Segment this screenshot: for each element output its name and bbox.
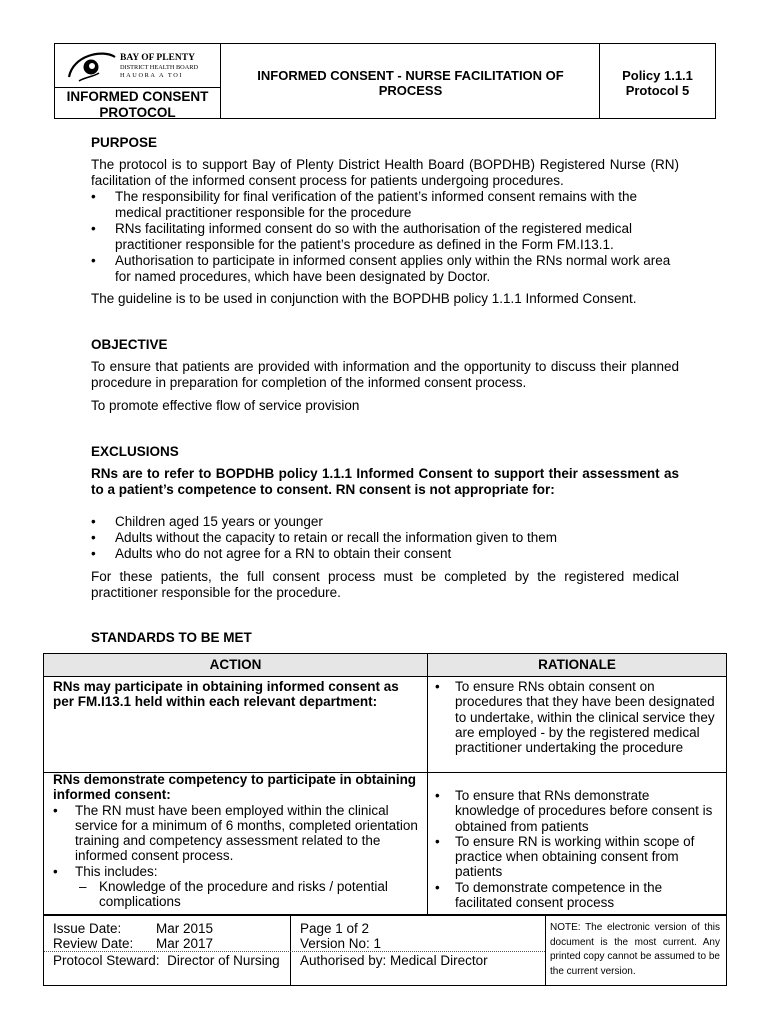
purpose-bullets	[91, 189, 679, 285]
list-item: • To ensure that RNs demonstrate knowledge of procedures before consent is obtained from patients	[435, 788, 713, 834]
list-item: • Authorisation to participate in informed consent applies only within the RNs normal work area for named procedures, which have been designated by Doctor.	[91, 253, 671, 284]
standards-table	[43, 653, 727, 915]
list-item: • Adults who do not agree for a RN to obtain their consent	[91, 546, 452, 561]
list-item: • To ensure RN is working within scope of practice when obtaining consent from patients	[435, 833, 695, 880]
issue-date-value: Mar 2015	[156, 921, 214, 936]
bopdhb-logo	[63, 47, 213, 87]
purpose-heading: PURPOSE	[91, 135, 158, 150]
header-logo-cell	[55, 44, 221, 118]
row2-rationale	[433, 788, 717, 910]
electronic-version-note: NOTE: The electronic version of this document is the most current. Any printed copy cannot be assumed to be the current version.	[550, 922, 720, 977]
standards-heading: STANDARDS TO BE MET	[91, 630, 252, 645]
row2-action: RNs demonstrate competency to participate in obtaining informed consent: • The RN must have been employed within the clinical service for a minimum of 6 months, completed orientation training and competency assessment related to the informed consent process. • This includes: – Knowledge of the procedure and risks / potential complications	[53, 772, 421, 910]
exclusions-closing: For these patients, the full consent process must be completed by the registered medical practitioner responsible for the procedure.	[91, 569, 679, 600]
row1-rationale	[433, 679, 717, 755]
version-number: Version No: 1	[300, 936, 382, 951]
objective-para-1: To ensure that patients are provided with information and the opportunity to discuss their planned procedure in preparation for completion of the informed consent process.	[91, 359, 679, 390]
logo-line1: BAY OF PLENTY	[120, 53, 195, 63]
list-item: • Children aged 15 years or younger	[91, 514, 323, 529]
authorised-by: Authorised by: Medical Director	[300, 953, 488, 968]
review-date-label: Review Date:	[53, 936, 134, 951]
exclusions-bullets	[91, 514, 679, 562]
list-item: • This includes:	[53, 863, 158, 879]
list-item: • Adults without the capacity to retain or recall the information given to them	[91, 530, 557, 545]
list-item: • To demonstrate competence in the facilitated consent process	[435, 879, 663, 911]
document-header	[54, 43, 716, 119]
purpose-intro: The protocol is to support Bay of Plenty District Health Board (BOPDHB) Registered Nurse (RN) facilitation of the informed consent process for patients undergoing procedures.	[91, 157, 679, 188]
doc-type-label: INFORMED CONSENT PROTOCOL	[66, 89, 209, 120]
issue-date-label: Issue Date:	[53, 921, 122, 936]
col-header-action: ACTION	[209, 657, 262, 672]
policy-number: Policy 1.1.1 Protocol 5	[622, 68, 693, 98]
page-number: Page 1 of 2	[300, 921, 370, 936]
exclusions-intro: RNs are to refer to BOPDHB policy 1.1.1 Informed Consent to support their assessment as to a patient’s competence to consent. RN consent is not appropriate for:	[91, 466, 679, 497]
logo-line3: HAUORA A TOI	[120, 72, 184, 79]
row1-action: RNs may participate in obtaining informed consent as per FM.I13.1 held within each relevant department:	[53, 679, 399, 710]
list-item: • To ensure RNs obtain consent on procedures that they have been designated to undertake, within the clinical service they are employed - by the registered medical practitioner undertaking the procedure	[435, 679, 715, 756]
list-item: • RNs facilitating informed consent do so with the authorisation of the registered medical practitioner responsible for the patient’s procedure as defined in the Form FM.I13.1.	[91, 221, 633, 252]
review-date-value: Mar 2017	[156, 936, 214, 951]
document-title: INFORMED CONSENT - NURSE FACILITATION OF PROCESS	[257, 68, 564, 98]
purpose-guideline: The guideline is to be used in conjunction with the BOPDHB policy 1.1.1 Informed Consent.	[91, 291, 637, 306]
col-header-rationale: RATIONALE	[538, 657, 616, 672]
list-item: • The responsibility for final verification of the patient’s informed consent remains with the medical practitioner responsible for the procedure	[91, 189, 638, 220]
list-item: • The RN must have been employed within the clinical service for a minimum of 6 months, completed orientation training and competency assessment related to the informed consent process.	[53, 802, 418, 864]
logo-line2: DISTRICT HEALTH BOARD	[120, 64, 199, 71]
exclusions-heading: EXCLUSIONS	[91, 444, 179, 459]
list-item: – Knowledge of the procedure and risks / potential complications	[79, 879, 388, 910]
objective-para-2: To promote effective flow of service provision	[91, 398, 360, 413]
objective-heading: OBJECTIVE	[91, 337, 168, 352]
protocol-steward: Protocol Steward: Director of Nursing	[53, 953, 280, 968]
document-footer	[43, 915, 727, 986]
